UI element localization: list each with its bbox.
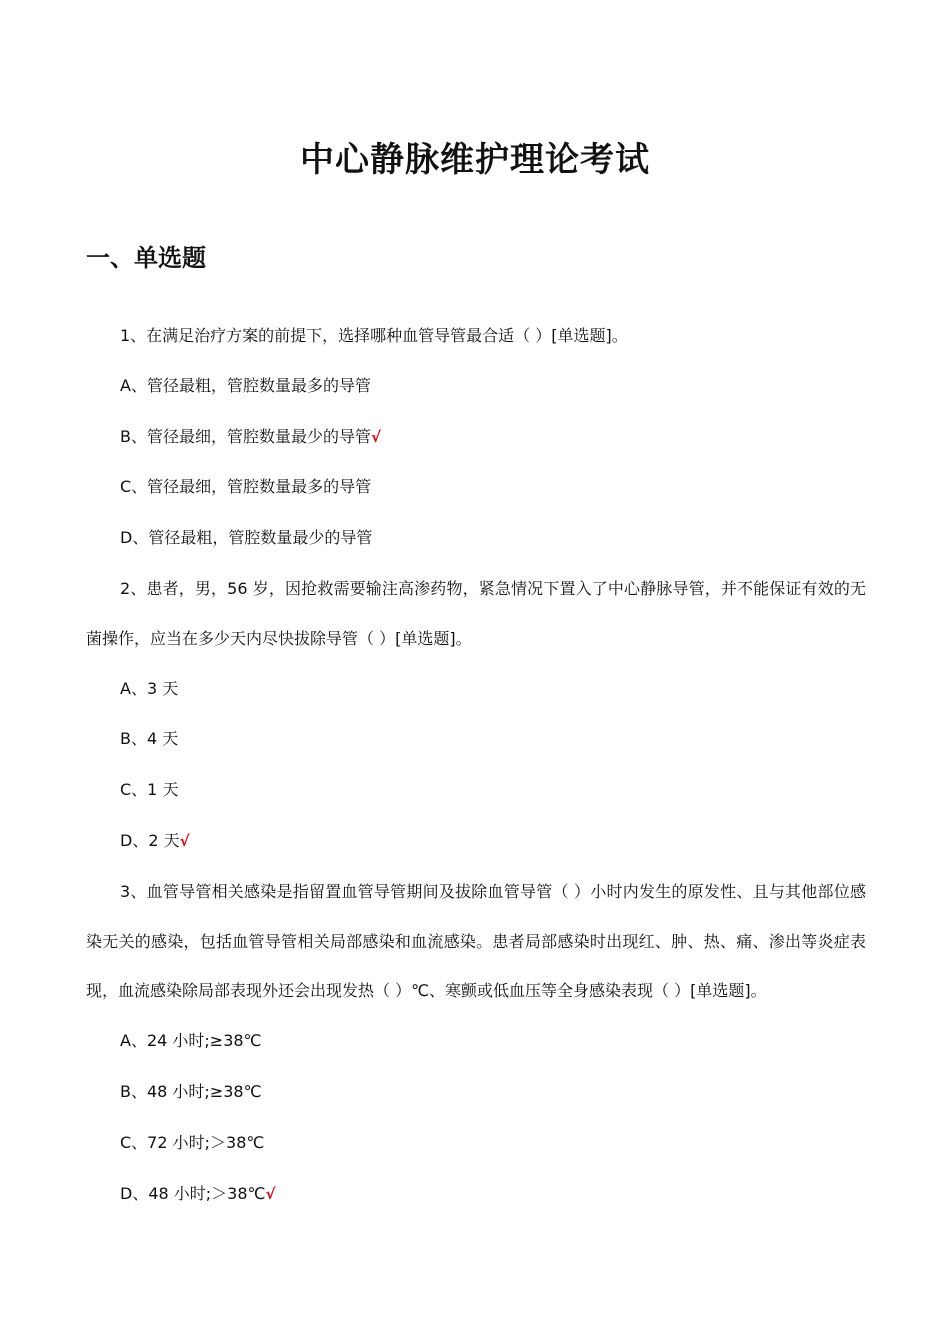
document-title: 中心静脉维护理论考试: [300, 140, 650, 180]
option-text: C、1 天: [120, 780, 179, 800]
option-d: [86, 1169, 866, 1220]
option-text: B、4 天: [120, 729, 179, 749]
option-d: [86, 816, 866, 867]
option-b: [86, 714, 866, 765]
option-text: C、管径最细，管腔数量最多的导管: [120, 477, 372, 497]
option-text: D、管径最粗，管腔数量最少的导管: [120, 528, 373, 548]
option-a: [86, 361, 866, 412]
option-text: A、管径最粗，管腔数量最多的导管: [120, 375, 371, 395]
option-c: [86, 1118, 866, 1169]
question-1: [86, 311, 866, 564]
section-heading: 一、单选题: [86, 244, 206, 272]
correct-check-icon: √: [179, 831, 190, 850]
option-a: [86, 1016, 866, 1067]
option-b: [86, 1067, 866, 1118]
correct-check-icon: √: [370, 427, 381, 446]
option-c: [86, 462, 866, 513]
question-stem: 2、患者，男，56 岁，因抢救需要输注高渗药物，紧急情况下置入了中心静脉导管，并不能保证有效的无菌操作，应当在多少天内尽快拔除导管（ ）[单选题]。: [86, 578, 866, 648]
question-list: [86, 311, 866, 1219]
option-d: [86, 513, 866, 564]
option-b: [86, 412, 866, 463]
option-text: C、72 小时;＞38℃: [120, 1132, 265, 1152]
option-text: D、48 小时;＞38℃: [120, 1183, 266, 1203]
option-text: D、2 天: [120, 830, 180, 850]
question-2: [86, 564, 866, 867]
correct-check-icon: √: [265, 1184, 276, 1203]
option-text: B、48 小时;≥38℃: [120, 1081, 262, 1101]
option-a: [86, 664, 866, 715]
option-text: A、3 天: [120, 678, 179, 698]
option-text: A、24 小时;≥38℃: [120, 1031, 262, 1051]
question-3: [86, 867, 866, 1220]
question-stem: 1、在满足治疗方案的前提下，选择哪种血管导管最合适（ ）[单选题]。: [120, 326, 628, 345]
option-text: B、管径最细，管腔数量最少的导管: [120, 426, 371, 446]
question-stem: 3、血管导管相关感染是指留置血管导管期间及拔除血管导管（ ）小时内发生的原发性、且与其他部位感染无关的感染，包括血管导管相关局部感染和血流感染。患者局部感染时出现红、肿、热、痛、渗出等炎症表现，血流感染除局部表现外还会出现发热（ ）℃、寒颤或低血压等全身感染表现（ ）[单选题]。: [86, 881, 866, 1001]
option-c: [86, 765, 866, 816]
